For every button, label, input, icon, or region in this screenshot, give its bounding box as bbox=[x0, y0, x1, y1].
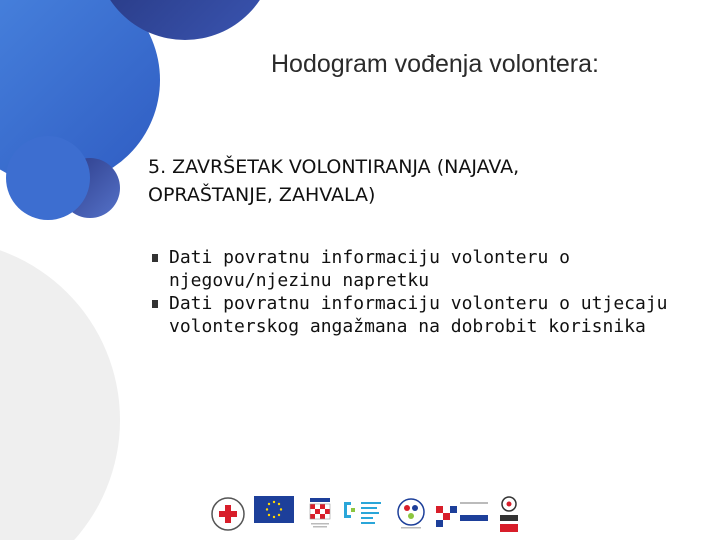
europski-fondovi-logo bbox=[432, 496, 492, 532]
bullet-list bbox=[152, 246, 692, 338]
eu-flag-logo bbox=[254, 496, 294, 526]
medium-blue-circle bbox=[6, 136, 90, 220]
bullet-item bbox=[152, 292, 692, 338]
ured-za-udruge-logo bbox=[342, 496, 392, 530]
esf-circle-logo bbox=[393, 496, 429, 532]
partner-logos bbox=[205, 496, 525, 536]
bullet-item bbox=[152, 246, 692, 292]
vol-up-logo bbox=[495, 496, 523, 536]
grey-circle bbox=[0, 240, 120, 540]
section-heading: 5. ZAVRŠETAK VOLONTIRANJA (NAJAVA, OPRAŠTANJE, ZAHVALA) bbox=[148, 156, 520, 206]
bullet-text: Dati povratnu informaciju volonteru o njegovu/njezinu napretku bbox=[169, 247, 570, 291]
bullet-icon bbox=[152, 300, 158, 308]
slide-title: Hodogram vođenja volontera: bbox=[271, 50, 599, 78]
red-cross-logo bbox=[210, 496, 246, 532]
bullet-text: Dati povratnu informaciju volonteru o utjecaju volonterskog angažmana na dobrobit korisnika bbox=[169, 293, 668, 337]
croatia-coat-of-arms-logo bbox=[307, 496, 333, 532]
bullet-icon bbox=[152, 254, 158, 262]
